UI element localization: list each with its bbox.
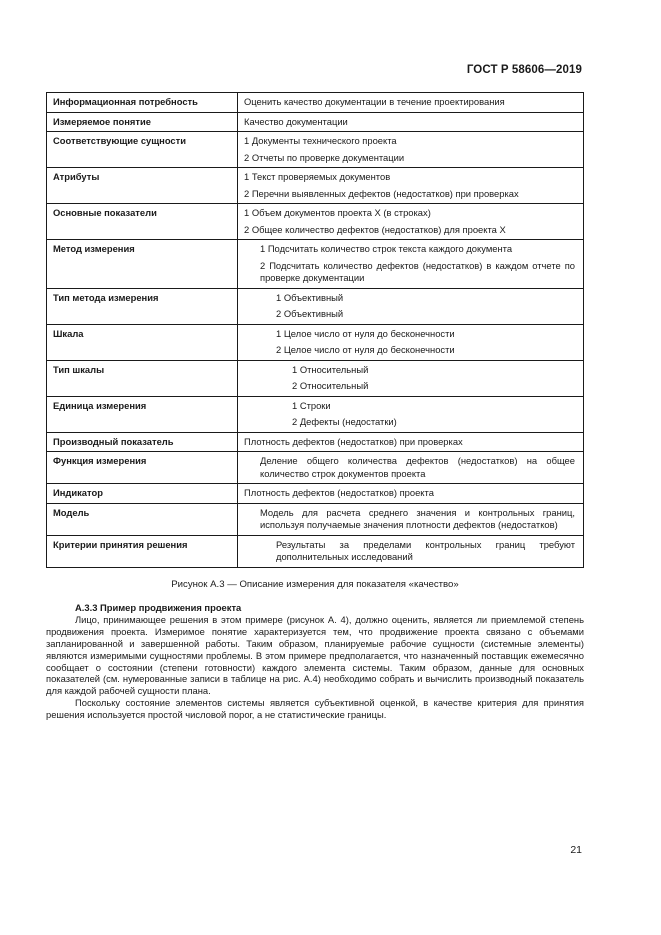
row-label: Метод измерения [47,240,238,289]
value-line: Плотность дефектов (недостатков) при проверках [244,435,463,447]
table-row [47,396,584,432]
value-line: Плотность дефектов (недостатков) проекта [244,487,434,498]
section-paragraph: Лицо, принимающее решения в этом примере (рисунок А. 4), должно оценить, является ли приемлемой степень продвижения проекта. Измеримое понятие характеризуется тем, что продвижение проекта связано с объемами запланированной и завершенной работы. Таким образом, планируемые рабочие сущности (системные элементы) являются измеримыми сущностями проблемы. В этом примере предполагается, что назначенный поставщик ежемесячно сообщает о состоянии (степени готовности) каждого элемента системы. Таким образом, данные для основных показателей (см. нумерованные записи в таблице на рис. А.4) необходимо собрать и вычислить производный показатель для каждой рабочей сущности плана. [46,613,584,697]
row-label: Критерии принятия решения [47,535,238,567]
section-title: А.3.3 Пример продвижения проекта [75,602,242,613]
row-value [238,132,584,168]
value-line: 2 Перечни выявленных дефектов (недостатков) при проверках [244,187,519,199]
row-label: Измеряемое понятие [47,112,238,132]
table-row [47,452,584,484]
table-row [47,535,584,567]
row-value [238,503,584,535]
row-label: Информационная потребность [47,93,238,113]
row-label: Основные показатели [47,204,238,240]
row-label: Шкала [47,324,238,360]
row-label: Функция измерения [47,452,238,484]
row-value [238,484,584,504]
row-label: Тип шкалы [47,360,238,396]
value-line: 1 Объективный [276,291,344,303]
value-line: 2 Целое число от нуля до бесконечности [276,344,455,355]
table-row [47,204,584,240]
table-row [47,112,584,132]
value-line: Оценить качество документации в течение проектирования [244,96,505,107]
value-line: 1 Целое число от нуля до бесконечности [276,327,455,339]
value-line: 2 Общее количество дефектов (недостатков) для проекта X [244,223,506,235]
row-value [238,168,584,204]
value-line: Качество документации [244,115,348,127]
value-line: 1 Подсчитать количество строк текста каждого документа [260,243,513,254]
value-line: 1 Относительный [292,363,369,375]
row-value [238,204,584,240]
value-line: 2 Отчеты по проверке документации [244,151,405,163]
row-value [238,288,584,324]
table-row [47,288,584,324]
table-row [47,240,584,289]
value-line: Модель для расчета среднего значения и контрольных границ, используя получаемые значения плотности дефектов (недостатков) [260,506,575,530]
row-value [238,112,584,132]
table-row [47,324,584,360]
measurement-table-body [47,93,584,568]
document-header-standard: ГОСТ Р 58606—2019 [466,64,582,76]
row-label: Соответствующие сущности [47,132,238,168]
section-paragraph: Поскольку состояние элементов системы является субъективной оценкой, в качестве критерия для принятия решения используется простой числовой порог, а не статистические границы. [46,697,584,721]
table-row [47,168,584,204]
table-row [47,503,584,535]
section-a-3-3 [46,602,584,721]
row-value [238,396,584,432]
row-value [238,93,584,113]
row-value [238,535,584,567]
table-row [47,360,584,396]
value-line: 1 Документы технического проекта [244,135,397,146]
value-line: 2 Относительный [292,380,369,391]
measurement-table [46,92,584,568]
row-value [238,452,584,484]
value-line: 1 Текст проверяемых документов [244,171,391,182]
table-row [47,484,584,504]
value-line: 1 Строки [292,399,331,411]
table-row [47,132,584,168]
row-label: Атрибуты [47,168,238,204]
value-line: 2 Дефекты (недостатки) [292,416,397,427]
row-value [238,240,584,289]
row-value [238,324,584,360]
row-label: Единица измерения [47,396,238,432]
row-label: Производный показатель [47,432,238,452]
row-label: Модель [47,503,238,535]
row-value [238,360,584,396]
table-row [47,432,584,452]
row-label: Индикатор [47,484,238,504]
value-line: 2 Подсчитать количество дефектов (недостатков) в каждом отчете по проверке документации [260,259,575,283]
value-line: Деление общего количества дефектов (недостатков) на общее количество строк документов проекта [260,455,575,479]
table-row [47,93,584,113]
figure-caption: Рисунок А.3 — Описание измерения для показателя «качество» [171,579,459,590]
value-line: 2 Объективный [276,308,344,319]
page-number: 21 [570,844,582,856]
value-line: Результаты за пределами контрольных границ требуют дополнительных исследований [276,538,575,562]
row-label: Тип метода измерения [47,288,238,324]
row-value [238,432,584,452]
value-line: 1 Объем документов проекта X (в строках) [244,207,431,218]
